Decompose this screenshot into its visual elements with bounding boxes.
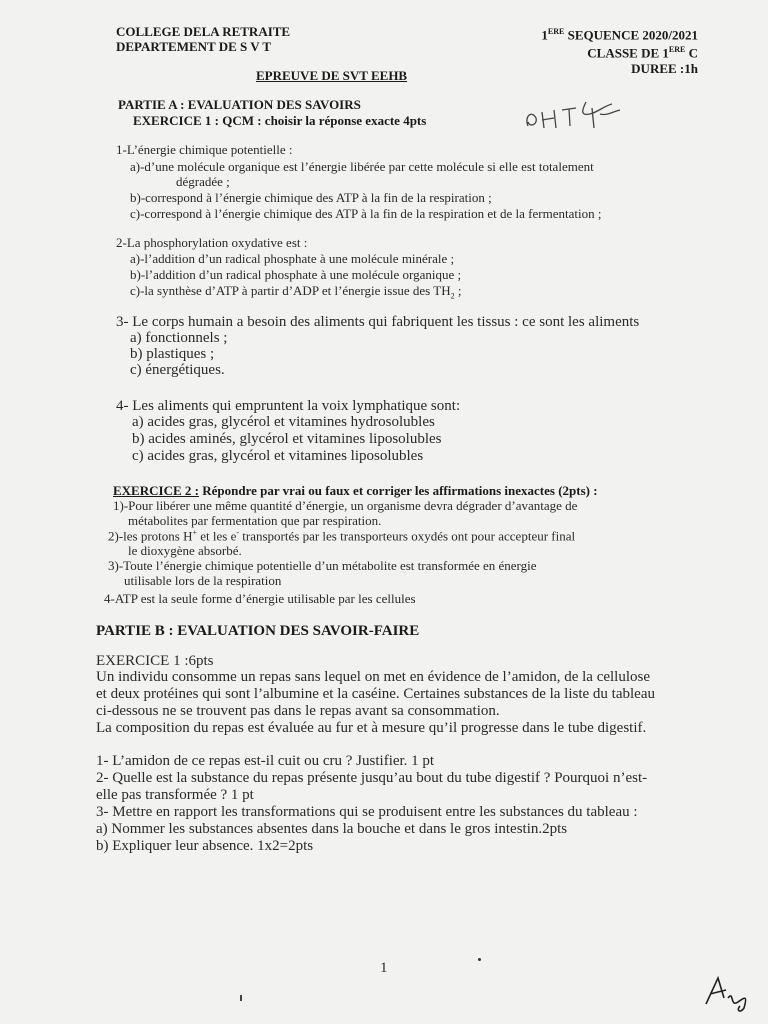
q1-option-b: b)-correspond à l’énergie chimique des ATP à la fin de la respiration ;: [130, 190, 492, 205]
question-3b: b) Expliquer leur absence. 1x2=2pts: [96, 838, 314, 854]
q1-stem: 1-L’énergie chimique potentielle :: [116, 142, 293, 157]
q3-option-b: b) plastiques ;: [130, 346, 215, 362]
page-number: 1: [380, 960, 388, 976]
paragraph-line-4: La composition du repas est évaluée au fur et à mesure qu’il progresse dans le tube digestif.: [96, 720, 647, 736]
q3-option-a: a) fonctionnels ;: [130, 330, 228, 346]
ex2-item-2-a: 2)-les protons H: [108, 528, 193, 544]
q2-option-c-end: ;: [454, 283, 462, 298]
sequence-text: SEQUENCE 2020/2021: [564, 27, 698, 43]
partie-a-heading: PARTIE A : EVALUATION DES SAVOIRS: [118, 97, 361, 112]
class-text: CLASSE DE 1: [587, 45, 669, 61]
ex2-item-2-sup2: -: [236, 528, 240, 537]
paragraph-line-1: Un individu consomme un repas sans lequel on met en évidence de l’amidon, de la cellulose: [96, 669, 651, 685]
q2-option-a: a)-l’addition d’un radical phosphate à une molécule minérale ;: [130, 251, 455, 266]
q1-option-c: c)-correspond à l’énergie chimique des ATP à la fin de la respiration et de la fermentation ;: [130, 206, 602, 221]
stray-dot: [478, 958, 481, 961]
sequence-line: [541, 24, 698, 42]
q4-option-c: c) acides gras, glycérol et vitamines liposolubles: [132, 448, 424, 464]
ex2-item-4: 4-ATP est la seule forme d’énergie utilisable par les cellules: [104, 591, 416, 606]
q2-option-c-text: c)-la synthèse d’ATP à partir d’ADP et l’énergie issue des TH: [130, 283, 451, 298]
q1-option-a: a)-d’une molécule organique est l’énergie libérée par cette molécule si elle est totalement: [130, 159, 594, 174]
ex2-item-2-c: transportés par les transporteurs oxydés ont pour accepteur final: [239, 528, 576, 544]
duration-line: DUREE :1h: [631, 60, 698, 76]
q3-stem: 3- Le corps humain a besoin des aliments qui fabriquent les tissus : ce sont les aliments: [116, 314, 640, 330]
exercise-2-instruction: Répondre par vrai ou faux et corriger les affirmations inexactes (2pts) :: [198, 483, 598, 498]
question-1: 1- L’amidon de ce repas est-il cuit ou cru ? Justifier. 1 pt: [96, 753, 435, 769]
ex2-item-3: 3)-Toute l’énergie chimique potentielle d’un métabolite est transformée en énergie: [108, 558, 537, 573]
exercise-2-label: EXERCICE 2 :: [113, 483, 199, 498]
q2-option-b: b)-l’addition d’un radical phosphate à une molécule organique ;: [130, 267, 462, 282]
partie-b-exercise-1-label: EXERCICE 1 :6pts: [96, 653, 214, 669]
school-name: COLLEGE DELA RETRAITE: [116, 24, 291, 39]
q3-option-c: c) énergétiques.: [130, 362, 225, 378]
q2-option-c: [130, 283, 461, 301]
signature-scribble: [700, 968, 756, 1016]
ex2-item-2: [108, 528, 575, 544]
exercise-2-heading: [113, 483, 598, 499]
q4-option-b: b) acides aminés, glycérol et vitamines liposolubles: [132, 431, 442, 447]
ex2-item-3-cont: utilisable lors de la respiration: [124, 573, 282, 588]
ex2-item-1-cont: métabolites par fermentation que par respiration.: [128, 513, 382, 528]
exercise-1-label: EXERCICE 1 : QCM : choisir la réponse exacte 4pts: [133, 113, 427, 128]
header-right: [541, 24, 698, 76]
ex2-item-2-sup1: +: [192, 528, 198, 537]
paragraph-line-2: et deux protéines qui sont l’albumine et la caséine. Certaines substances de la liste du tableau: [96, 686, 655, 702]
question-2-cont: elle pas transformée ? 1 pt: [96, 787, 254, 803]
ex2-item-1: 1)-Pour libérer une même quantité d’énergie, un organisme devra dégrader d’avantage de: [113, 498, 578, 513]
exam-title: EPREUVE DE SVT EEHB: [256, 68, 408, 83]
department-name: DEPARTEMENT DE S V T: [116, 39, 272, 54]
stray-mark: [240, 995, 242, 1001]
paragraph-line-3: ci-dessous ne se trouvent pas dans le repas avant sa consommation.: [96, 703, 500, 719]
sequence-number: 1: [541, 27, 548, 43]
q1-option-a-cont: dégradée ;: [176, 174, 230, 189]
header-left: [116, 24, 290, 54]
class-line: [541, 42, 698, 60]
q4-option-a: a) acides gras, glycérol et vitamines hydrosolubles: [132, 414, 435, 430]
q4-stem: 4- Les aliments qui empruntent la voix lymphatique sont:: [116, 398, 461, 414]
question-3a: a) Nommer les substances absentes dans la bouche et dans le gros intestin.2pts: [96, 821, 568, 837]
class-sup: ERE: [668, 45, 686, 55]
question-3: 3- Mettre en rapport les transformations qui se produisent entre les substances du tableau :: [96, 804, 638, 820]
question-2: 2- Quelle est la substance du repas présente jusqu’au bout du tube digestif ? Pourquoi n’est-: [96, 770, 648, 786]
q2-option-c-sub: 2: [450, 291, 455, 301]
ex2-item-2-cont: le dioxygène absorbé.: [128, 543, 242, 558]
class-letter: C: [685, 45, 698, 61]
handwritten-note: [520, 92, 630, 136]
ex2-item-2-b: et les e: [197, 528, 237, 544]
partie-b-heading: PARTIE B : EVALUATION DES SAVOIR-FAIRE: [96, 623, 420, 639]
q2-stem: 2-La phosphorylation oxydative est :: [116, 235, 308, 250]
sequence-sup: ERE: [547, 27, 565, 36]
